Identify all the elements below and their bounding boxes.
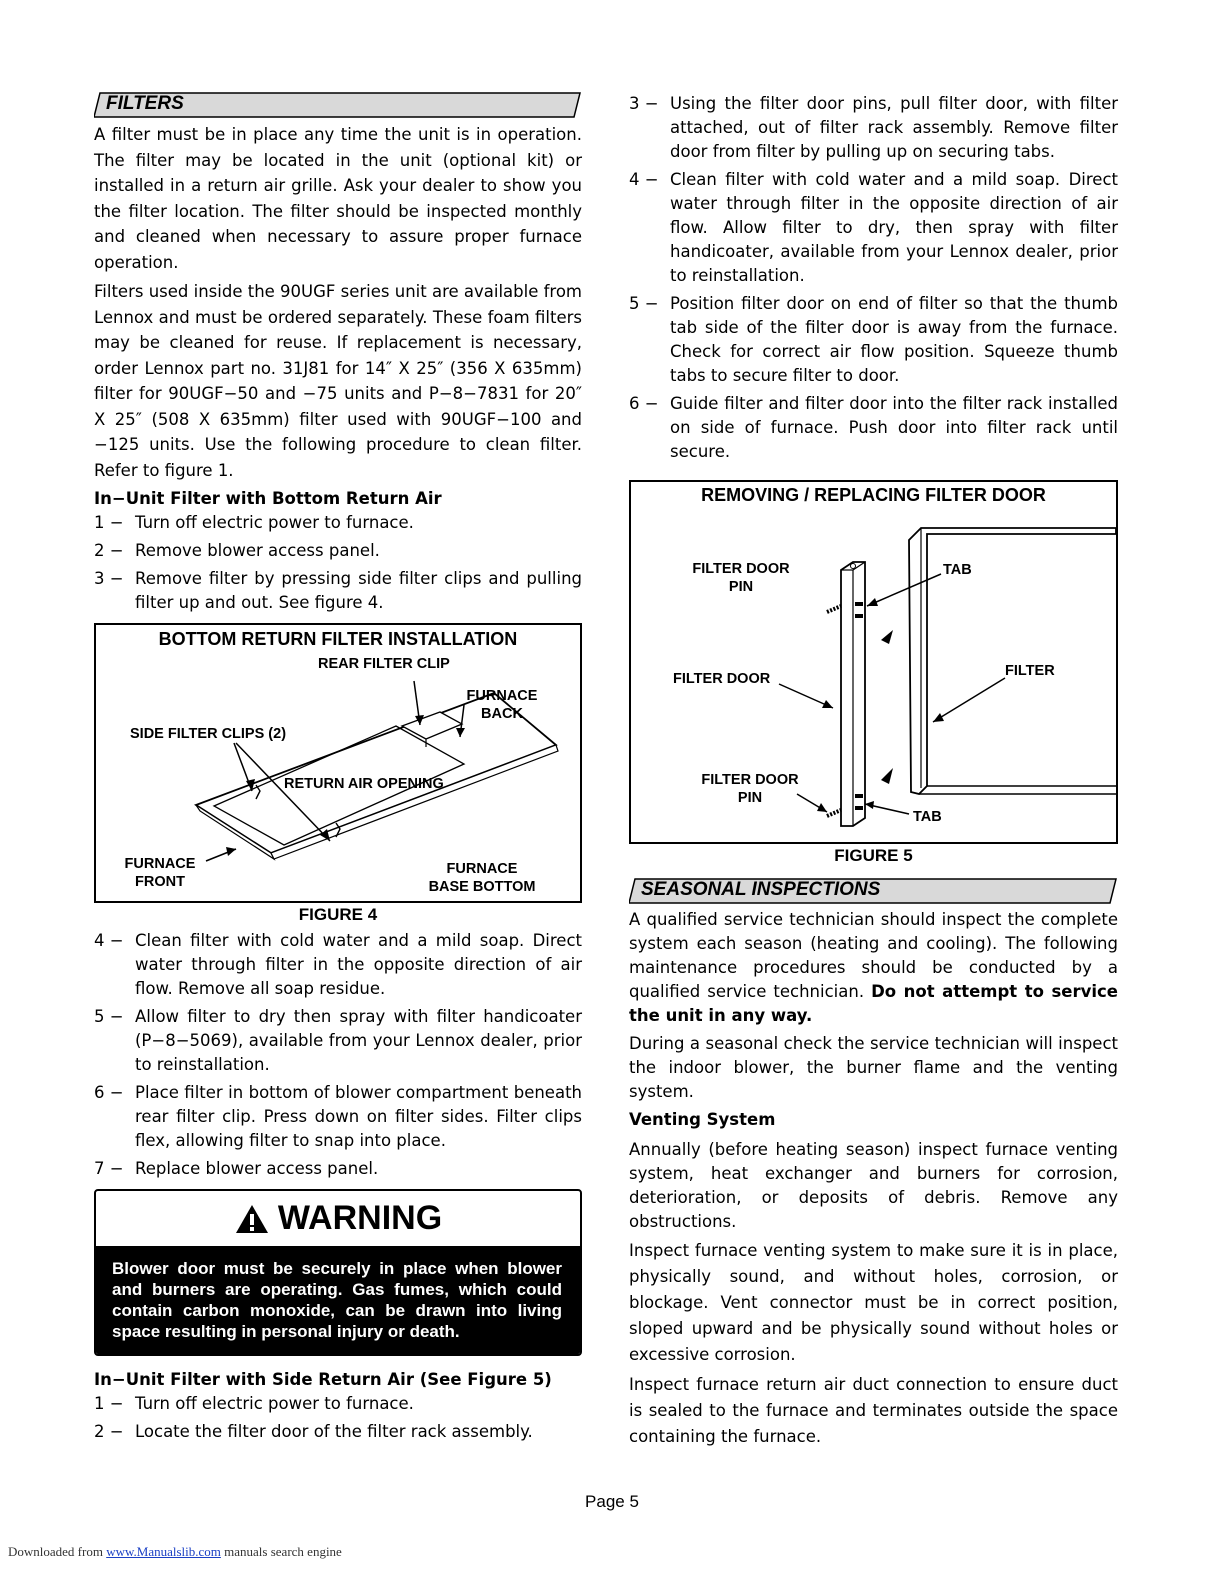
step-number: 2 −	[94, 541, 124, 560]
base-bottom-line-2: BASE BOTTOM	[428, 879, 536, 895]
bottom-steps-list-a	[94, 511, 582, 615]
tab-top-label: TAB	[943, 562, 972, 578]
step-text: Turn off electric power to furnace.	[135, 1394, 414, 1413]
furnace-back-line-1: FURNACE	[466, 688, 538, 704]
step-item	[94, 511, 582, 535]
figure-5-title: REMOVING / REPLACING FILTER DOOR	[701, 485, 1046, 505]
step-number: 1 −	[94, 513, 124, 532]
step-number: 3 −	[629, 94, 659, 113]
side-steps-list-a	[94, 1392, 582, 1444]
side-return-heading: In−Unit Filter with Side Return Air (See Figure 5)	[94, 1370, 552, 1389]
furnace-base-bottom-label	[422, 860, 542, 896]
rear-filter-clip-label: REAR FILTER CLIP	[318, 656, 450, 672]
seasonal-paragraph-1	[629, 908, 1118, 1028]
step-text: Clean filter with cold water and a mild soap. Direct water through filter in the opposite direction of air flow. Remove all soap residue.	[135, 931, 582, 998]
step-text: Clean filter with cold water and a mild soap. Direct water through filter in the opposite direction of air flow. Allow filter to dry, then spray with filter handicoater, available from your Lennox dealer, prior to reinstallation.	[670, 170, 1118, 285]
seasonal-paragraph-3: Annually (before heating season) inspect furnace venting system, heat exchanger and burners for corrosion, deterioration, or deposits of debris. Remove any obstructions.	[629, 1140, 1118, 1231]
step-number: 5 −	[629, 294, 659, 313]
step-item	[94, 1392, 582, 1416]
step-item	[629, 392, 1118, 464]
seasonal-p1-bold: Do not attempt to service the unit in any way.	[629, 982, 1118, 1025]
door-pin-top-line-2: PIN	[728, 579, 754, 595]
warning-text: Blower door must be securely in place when blower and burners are operating. Gas fumes, which could contain carbon monoxide, can be drawn into living space resulting in personal injury or death.	[96, 1248, 580, 1354]
step-number: 5 −	[94, 1007, 124, 1026]
step-text: Place filter in bottom of blower compartment beneath rear filter clip. Press down on filter sides. Filter clips flex, allowing filter to snap into place.	[135, 1083, 582, 1150]
step-item	[94, 567, 582, 615]
step-item	[94, 929, 582, 1001]
figure-5-caption: FIGURE 5	[834, 846, 913, 865]
filters-paragraph-2: Filters used inside the 90UGF series unit are available from Lennox and must be ordered separately. These foam filters may be cleaned for reuse. If replacement is necessary, order Lennox part no. 31J81 for 14″ X 25″ (356 X 635mm) filter for 90UGF−50 and −75 units and P−8−7831 for 20″ X 25″ (508 X 635mm) filter used with 90UGF−100 and −125 units. Use the following procedure to clean filter. Refer to figure 1.	[94, 282, 583, 480]
step-item	[94, 539, 582, 563]
filter-door-label: FILTER DOOR	[673, 671, 771, 687]
download-footer	[8, 1544, 342, 1560]
step-text: Remove blower access panel.	[135, 541, 380, 560]
seasonal-heading	[629, 878, 1118, 904]
step-item	[629, 92, 1118, 164]
step-text: Position filter door on end of filter so that the thumb tab side of the filter door is away from the furnace. Check for correct air flow position. Squeeze thumb tabs to secure filter to door.	[670, 294, 1118, 385]
step-number: 6 −	[629, 394, 659, 413]
filter-door-pin-bottom-label	[691, 771, 809, 807]
step-number: 4 −	[629, 170, 659, 189]
step-item	[94, 1081, 582, 1153]
warning-box	[94, 1189, 582, 1356]
step-text: Remove filter by pressing side filter clips and pulling filter up and out. See figure 4.	[135, 569, 582, 612]
seasonal-paragraph-2: During a seasonal check the service technician will inspect the indoor blower, the burner flame and the venting system.	[629, 1034, 1118, 1101]
step-item	[629, 292, 1118, 388]
bottom-return-heading: In−Unit Filter with Bottom Return Air	[94, 489, 442, 508]
step-item	[94, 1420, 582, 1444]
right-column	[629, 92, 1118, 1454]
bottom-steps-list-b	[94, 929, 582, 1181]
step-number: 4 −	[94, 931, 124, 950]
return-air-opening-label: RETURN AIR OPENING	[284, 776, 444, 792]
filter-door-pin-top-label	[683, 560, 799, 596]
step-number: 2 −	[94, 1422, 124, 1441]
filter-label: FILTER	[1005, 663, 1055, 679]
figure-4-title: BOTTOM RETURN FILTER INSTALLATION	[158, 629, 518, 649]
step-item	[94, 1005, 582, 1077]
venting-system-heading: Venting System	[629, 1110, 776, 1129]
tab-bottom-label: TAB	[913, 809, 942, 825]
door-pin-bottom-line-2: PIN	[737, 790, 763, 806]
seasonal-paragraph-5: Inspect furnace return air duct connection to ensure duct is sealed to the furnace and terminates outside the space containing the furnace.	[629, 1375, 1118, 1446]
step-item	[94, 1157, 582, 1181]
step-item	[629, 168, 1118, 288]
step-text: Allow filter to dry then spray with filter handicoater (P−8−5069), available from your Lennox dealer, prior to reinstallation.	[135, 1007, 582, 1074]
furnace-back-label	[460, 687, 544, 723]
warning-triangle-icon	[234, 1203, 270, 1235]
figure-4-panel	[94, 623, 582, 903]
left-column	[94, 92, 582, 1448]
base-bottom-line-1: FURNACE	[446, 861, 518, 877]
warning-title: WARNING	[277, 1199, 443, 1237]
filters-heading-text: FILTERS	[106, 93, 184, 114]
seasonal-p1-normal: A qualified service technician should inspect the complete system each season (heating and cooling). The following maintenance procedures should be conducted by a qualified service technician.	[629, 910, 1118, 1001]
furnace-back-line-2: BACK	[481, 706, 523, 722]
warning-header	[96, 1191, 580, 1248]
side-steps-list-b	[629, 92, 1118, 464]
step-text: Using the filter door pins, pull filter door, with filter attached, out of filter rack assembly. Remove filter door from filter by pulling up on securing tabs.	[670, 94, 1118, 161]
step-text: Replace blower access panel.	[135, 1159, 379, 1178]
step-text: Turn off electric power to furnace.	[135, 513, 414, 532]
figure-5-panel	[629, 480, 1118, 844]
footer-prefix: Downloaded from	[8, 1544, 107, 1559]
side-filter-clips-label: SIDE FILTER CLIPS (2)	[130, 726, 287, 742]
door-pin-top-line-1: FILTER DOOR	[692, 561, 790, 577]
seasonal-paragraph-4: Inspect furnace venting system to make sure it is in place, physically sound, and without holes, corrosion, or blockage. Vent connector must be in correct position, sloped upward and be physically sound without holes or excessive corrosion.	[629, 1241, 1118, 1364]
door-pin-bottom-line-1: FILTER DOOR	[701, 772, 799, 788]
seasonal-heading-text: SEASONAL INSPECTIONS	[641, 879, 881, 900]
furnace-front-label	[120, 855, 200, 891]
step-number: 6 −	[94, 1083, 124, 1102]
filters-paragraph-1: A filter must be in place any time the unit is in operation. The filter may be located in the unit (optional kit) or installed in a return air grille. Ask your dealer to show you the filter location. The filter should be inspected monthly and cleaned when necessary to assure proper furnace operation.	[94, 125, 582, 272]
manualslib-link[interactable]: www.Manualslib.com	[106, 1544, 221, 1559]
page-number: Page 5	[585, 1492, 639, 1511]
furnace-front-line-1: FURNACE	[124, 856, 196, 872]
filters-heading	[94, 92, 582, 118]
figure-4-caption: FIGURE 4	[298, 905, 378, 924]
footer-suffix: manuals search engine	[220, 1544, 342, 1559]
step-text: Guide filter and filter door into the filter rack installed on side of furnace. Push door into filter rack until secure.	[670, 394, 1118, 461]
step-number: 3 −	[94, 569, 124, 588]
furnace-front-line-2: FRONT	[135, 874, 185, 890]
step-text: Locate the filter door of the filter rack assembly.	[135, 1422, 533, 1441]
step-number: 7 −	[94, 1159, 124, 1178]
step-number: 1 −	[94, 1394, 124, 1413]
